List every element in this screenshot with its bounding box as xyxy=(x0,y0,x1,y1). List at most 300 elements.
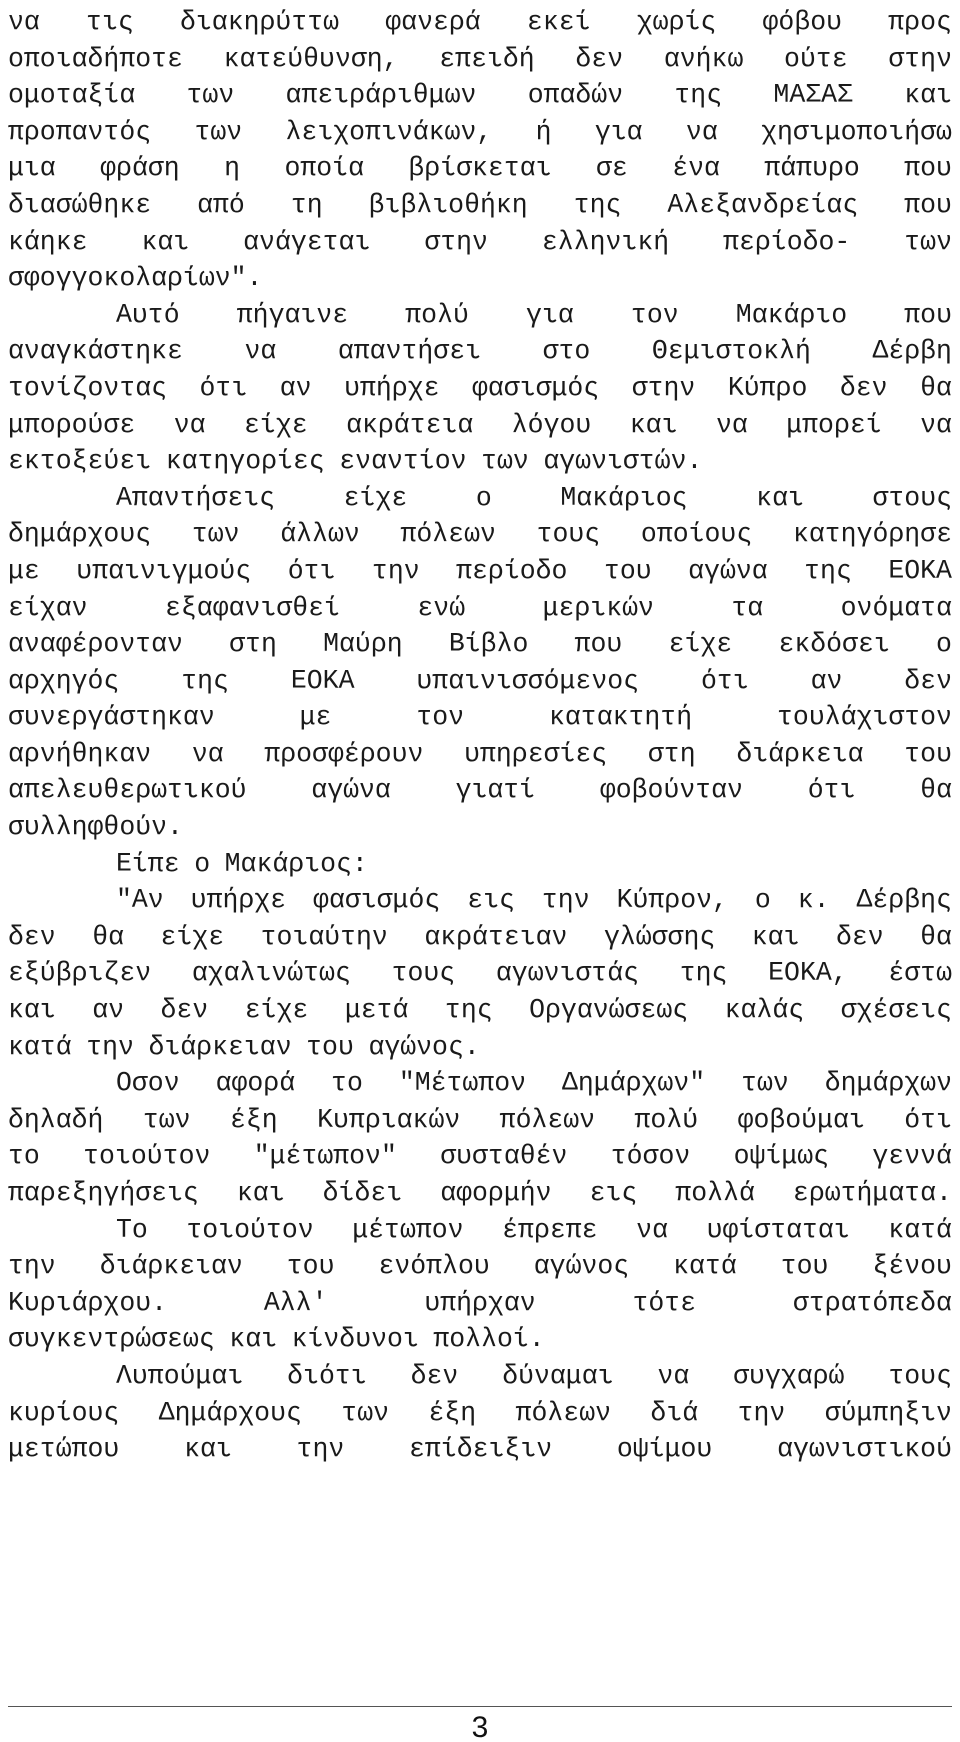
text-word: φασισμός xyxy=(313,885,441,916)
text-word: έξη xyxy=(229,1104,278,1135)
text-word: τον xyxy=(416,702,465,733)
text-word: υπαινισσόμενος xyxy=(416,665,640,696)
text-line xyxy=(8,590,952,627)
text-word: Μακάριο xyxy=(735,299,848,330)
text-word: της xyxy=(181,665,229,696)
text-word: προσφέρουν xyxy=(264,738,424,769)
text-word: να xyxy=(244,336,277,367)
text-word: διασώθηκε xyxy=(8,189,152,220)
text-word: φοβούμαι xyxy=(737,1104,865,1135)
text-word: υπαινιγμούς xyxy=(76,555,252,586)
text-word: ακράτειαν xyxy=(424,921,568,952)
text-word: Δέρβης xyxy=(856,885,952,916)
text-word: εις xyxy=(589,1178,638,1208)
text-word: πόλεων xyxy=(515,1397,611,1428)
text-line xyxy=(8,1212,952,1249)
text-word: και xyxy=(229,1324,278,1355)
text-word: υπήρχαν xyxy=(424,1287,536,1318)
text-word: δεν xyxy=(160,995,209,1026)
text-word: ενώ xyxy=(417,592,466,623)
text-word: τον xyxy=(630,299,679,330)
text-line xyxy=(8,1248,952,1285)
text-word: της xyxy=(444,995,493,1026)
text-word: αγωνιστών. xyxy=(543,446,703,477)
text-word: πάπυρο xyxy=(764,153,860,184)
text-word: αγωνιστάς xyxy=(495,958,640,989)
text-word: αφορά xyxy=(215,1068,296,1099)
text-word: γλώσσης xyxy=(603,921,716,952)
text-word: Δημάρχους xyxy=(158,1397,302,1428)
text-word: ο xyxy=(936,629,952,660)
text-word: Αυτό xyxy=(116,299,180,330)
text-line xyxy=(8,150,952,187)
text-word: τόσον xyxy=(610,1141,691,1172)
text-line xyxy=(8,77,952,114)
text-word: ότι xyxy=(700,665,749,696)
text-word: κατά xyxy=(8,1031,72,1062)
text-word: τους xyxy=(536,519,601,550)
text-line xyxy=(8,553,952,590)
text-word: στην xyxy=(631,372,696,403)
text-line xyxy=(8,480,952,517)
text-word: φοβούνταν xyxy=(599,775,743,806)
text-word: χησιμοποιήσω xyxy=(761,116,952,147)
text-word: έξη xyxy=(428,1397,477,1428)
text-word: φόβου xyxy=(762,7,843,37)
text-word: ότι xyxy=(904,1104,952,1135)
text-word: των xyxy=(191,519,240,550)
text-word: απαντήσει xyxy=(337,336,481,367)
text-word: έστω xyxy=(888,958,952,989)
text-line xyxy=(8,1431,952,1468)
text-word: τους xyxy=(888,1360,952,1391)
text-word: κίνδυνοι xyxy=(291,1324,419,1355)
text-word: ότι xyxy=(199,372,248,403)
text-word: σε xyxy=(595,153,628,184)
text-word: βιβλιοθήκη xyxy=(368,189,528,220)
text-word: του xyxy=(286,1251,335,1282)
text-word: κυρίους xyxy=(8,1397,120,1428)
text-word: θα xyxy=(920,775,952,806)
text-word: και xyxy=(756,482,804,513)
text-word: μέτωπον xyxy=(352,1214,464,1245)
text-line xyxy=(8,1358,952,1395)
text-word: ερωτήματα. xyxy=(792,1178,952,1208)
text-word: πολύ xyxy=(634,1104,699,1135)
text-word: δεν xyxy=(410,1360,459,1391)
text-word: ανήκω xyxy=(663,43,744,74)
text-word: οψίμου xyxy=(616,1434,713,1465)
text-word: δύναμαι xyxy=(502,1360,614,1391)
text-word: δίδει xyxy=(322,1178,403,1208)
text-word: να xyxy=(920,409,952,440)
text-line xyxy=(8,736,952,773)
text-word: χωρίς xyxy=(636,7,717,37)
text-word: περίοδο- xyxy=(723,226,851,257)
text-line xyxy=(8,846,952,883)
text-line xyxy=(8,260,952,297)
text-word: της xyxy=(573,189,622,220)
text-word: Θεμιστοκλή xyxy=(651,336,811,367)
text-word: σχέσεις xyxy=(840,995,952,1026)
text-line xyxy=(8,4,952,41)
text-word: ανάγεται xyxy=(243,226,371,257)
text-word: την xyxy=(737,1397,786,1428)
text-word: αρχηγός xyxy=(8,665,120,696)
text-line xyxy=(8,187,952,224)
text-word: της xyxy=(674,80,723,111)
text-line xyxy=(8,297,952,334)
text-word: των xyxy=(341,1397,390,1428)
text-word: ένα xyxy=(672,153,720,184)
text-word: πολλοί. xyxy=(433,1324,545,1355)
text-word: αν xyxy=(810,665,843,696)
text-word: στην xyxy=(888,43,952,74)
text-word: δημάρχων xyxy=(824,1068,952,1099)
text-word: συγχαρώ xyxy=(733,1360,845,1391)
text-word: εκδόσει xyxy=(778,629,890,660)
text-word: προς xyxy=(888,7,952,37)
text-word: τους xyxy=(391,958,456,989)
text-word: Οργανώσεως xyxy=(529,995,689,1026)
text-word: λόγου xyxy=(511,409,592,440)
text-word: των xyxy=(904,226,952,257)
text-word: κατά xyxy=(673,1251,737,1282)
text-word: αν xyxy=(92,995,125,1026)
text-word: τονίζοντας xyxy=(8,372,168,403)
text-word: οποίους xyxy=(640,519,753,550)
text-word: για xyxy=(594,116,643,147)
text-word: στους xyxy=(872,482,952,513)
text-word: ότι xyxy=(287,555,336,586)
text-word: πολύ xyxy=(405,299,469,330)
text-word: τις xyxy=(86,7,134,37)
text-line xyxy=(8,41,952,78)
text-word: Κυπριακών xyxy=(317,1104,461,1135)
text-word: της xyxy=(679,958,728,989)
text-word: συγκεντρώσεως xyxy=(8,1324,215,1355)
text-word: να xyxy=(636,1214,668,1245)
text-line xyxy=(8,370,952,407)
text-word: του xyxy=(780,1251,829,1282)
text-word: των xyxy=(481,446,529,477)
text-word: περίοδο xyxy=(456,555,568,586)
text-word: του xyxy=(603,555,652,586)
text-word: απελευθερωτικού xyxy=(8,775,247,806)
text-line xyxy=(8,443,952,480)
text-word: οψίμως xyxy=(733,1141,830,1172)
text-word: κατηγορίες xyxy=(165,446,325,477)
text-word: και xyxy=(236,1178,285,1208)
text-word: αν xyxy=(279,372,312,403)
text-word: αναφέρονταν xyxy=(8,629,183,660)
text-word: τότε xyxy=(632,1287,697,1318)
text-word: διότι xyxy=(287,1360,367,1391)
text-word: ο xyxy=(475,482,492,513)
text-word: να xyxy=(715,409,748,440)
text-word: διακηρύττω xyxy=(180,7,340,37)
text-word: ΕΟΚΑ xyxy=(290,665,355,696)
text-line xyxy=(8,626,952,663)
text-line xyxy=(8,333,952,370)
document-page xyxy=(8,0,952,1468)
text-word: Κύπρο xyxy=(727,372,808,403)
text-word: δεν xyxy=(575,43,624,74)
text-word: αγώνος. xyxy=(368,1031,480,1062)
text-word: συσταθέν xyxy=(440,1141,568,1172)
text-word: Είπε xyxy=(116,848,180,879)
text-word: Δημάρχων" xyxy=(562,1068,706,1099)
text-word: τη xyxy=(290,189,323,220)
text-word: ότι xyxy=(807,775,856,806)
page-footer xyxy=(8,1709,952,1742)
text-word: δεν xyxy=(839,372,888,403)
text-word: θα xyxy=(920,921,952,952)
text-word: διάρκειαν xyxy=(148,1031,292,1062)
text-word: "Μέτωπον xyxy=(398,1068,527,1099)
text-word: φράση xyxy=(100,153,180,184)
text-word: άλλων xyxy=(280,519,360,550)
text-word: κατηγόρησε xyxy=(792,519,952,550)
text-word: η xyxy=(224,153,241,184)
text-word: μετά xyxy=(344,995,409,1026)
text-word: δεν xyxy=(835,921,884,952)
text-word: επειδή xyxy=(439,43,535,74)
text-word: φανερά xyxy=(385,7,481,37)
document-body xyxy=(8,4,952,1468)
text-word: εναντίον xyxy=(339,446,467,477)
text-word: μπορούσε xyxy=(8,409,136,440)
text-word: τοιαύτην xyxy=(260,921,388,952)
text-word: ομοταξία xyxy=(8,80,136,111)
text-word: ούτε xyxy=(784,43,848,74)
text-word: επίδειξιν xyxy=(409,1434,553,1465)
text-word: κατεύθυνση, xyxy=(223,43,399,74)
text-word: προπαντός xyxy=(8,116,152,147)
text-word: διάρκεια xyxy=(736,738,864,769)
text-word: υπηρεσίες xyxy=(464,738,608,769)
text-word: για xyxy=(526,299,574,330)
text-word: διά xyxy=(650,1397,699,1428)
text-word: υπήρχε xyxy=(190,885,287,916)
text-word: διάρκειαν xyxy=(99,1251,243,1282)
text-word: του xyxy=(904,738,952,769)
text-word: της xyxy=(804,555,852,586)
text-word: Κυριάρχου. xyxy=(8,1287,168,1318)
text-line xyxy=(8,224,952,261)
text-word: του xyxy=(306,1031,354,1062)
text-word: την xyxy=(296,1434,345,1465)
text-word: στο xyxy=(542,336,591,367)
text-word: σύμπηξιν xyxy=(824,1397,952,1428)
text-word: Μαύρη xyxy=(323,629,403,660)
text-word: ακράτεια xyxy=(346,409,474,440)
text-word: πόλεων xyxy=(400,519,496,550)
text-word: που xyxy=(904,189,952,220)
text-word: στη xyxy=(647,738,696,769)
text-word: οποία xyxy=(284,153,364,184)
text-word: υπήρχε xyxy=(344,372,440,403)
text-word: σφογγοκολαρίων". xyxy=(8,263,263,294)
text-word: κατά xyxy=(888,1214,952,1245)
text-line xyxy=(8,992,952,1029)
text-word: ενόπλου xyxy=(378,1251,490,1282)
text-word: "μέτωπον" xyxy=(253,1141,397,1172)
text-word: συνεργάστηκαν xyxy=(8,702,215,733)
text-word: θα xyxy=(92,921,125,952)
text-word: των xyxy=(741,1068,789,1099)
text-word: στην xyxy=(424,226,488,257)
text-word: Αλλ' xyxy=(263,1287,328,1318)
text-word: μετώπου xyxy=(8,1434,120,1465)
text-word: εξαφανισθεί xyxy=(164,592,340,623)
text-word: ΕΟΚΑ, xyxy=(768,958,848,989)
text-word: πολλά xyxy=(675,1178,755,1208)
text-word: ελληνική xyxy=(541,226,670,257)
text-line xyxy=(8,772,952,809)
text-word: και xyxy=(751,921,800,952)
text-word: είχε xyxy=(343,482,408,513)
text-word: Μακάριος: xyxy=(224,848,368,879)
text-word: τουλάχιστον xyxy=(777,702,952,733)
text-word: τα xyxy=(731,592,764,623)
text-word: Λυπούμαι xyxy=(116,1360,244,1391)
text-word: ΕΟΚΑ xyxy=(888,555,952,586)
text-word: την xyxy=(8,1251,56,1282)
text-word: Οσον xyxy=(116,1068,180,1099)
text-word: καλάς xyxy=(724,995,805,1026)
text-word: οπαδών xyxy=(527,80,624,111)
text-word: και xyxy=(184,1434,232,1465)
text-line xyxy=(8,919,952,956)
text-word: των xyxy=(186,80,235,111)
text-word: παρεξηγήσεις xyxy=(8,1178,199,1208)
text-word: το xyxy=(331,1068,363,1099)
text-word: αφορμήν xyxy=(440,1178,552,1208)
text-word: να xyxy=(8,7,40,37)
text-word: Απαντήσεις xyxy=(116,482,276,513)
text-word: που xyxy=(904,153,952,184)
text-word: είχε xyxy=(243,409,308,440)
text-word: το xyxy=(8,1141,40,1172)
text-word: να xyxy=(191,738,224,769)
text-word: εις xyxy=(467,885,515,916)
text-word: οποιαδήποτε xyxy=(8,43,183,74)
text-line xyxy=(8,663,952,700)
text-word: εξύβριζεν xyxy=(8,958,152,989)
text-word: δηλαδή xyxy=(8,1104,104,1135)
text-word: Κύπρον, xyxy=(616,885,728,916)
text-word: την xyxy=(86,1031,134,1062)
text-word: με xyxy=(299,702,332,733)
text-word: την xyxy=(541,885,590,916)
text-word: μια xyxy=(8,153,56,184)
text-word: ονόματα xyxy=(840,592,952,623)
text-word: Βίβλο xyxy=(448,629,529,660)
text-word: τοιούτον xyxy=(83,1141,211,1172)
text-word: θα xyxy=(920,372,952,403)
text-line xyxy=(8,1138,952,1175)
text-word: γεννά xyxy=(872,1141,952,1172)
text-word: γιατί xyxy=(455,775,536,806)
page-number: 3 xyxy=(471,1711,489,1742)
text-line xyxy=(8,1102,952,1139)
text-word: ή xyxy=(535,116,552,147)
text-word: είχε xyxy=(244,995,309,1026)
text-word: υφίσταται xyxy=(706,1214,850,1245)
text-word: λειχοπινάκων, xyxy=(285,116,493,147)
text-word: φασισμός xyxy=(471,372,600,403)
text-word: αναγκάστηκε xyxy=(8,336,183,367)
text-word: κατακτητή xyxy=(548,702,693,733)
text-line xyxy=(8,1321,952,1358)
text-word: την xyxy=(371,555,420,586)
text-word: Μακάριος xyxy=(560,482,688,513)
text-word: από xyxy=(197,189,245,220)
text-word: να xyxy=(173,409,206,440)
text-word: με xyxy=(8,555,40,586)
text-line xyxy=(8,1395,952,1432)
text-word: ο xyxy=(194,848,211,879)
text-word: είχαν xyxy=(8,592,88,623)
text-word: και xyxy=(141,226,190,257)
text-word: απειράριθμων xyxy=(285,80,477,111)
text-word: δεν xyxy=(8,921,56,952)
text-line xyxy=(8,882,952,919)
text-word: αγώνα xyxy=(688,555,768,586)
text-word: εκεί xyxy=(526,7,591,37)
text-word: να xyxy=(657,1360,690,1391)
text-word: δημάρχους xyxy=(8,519,152,550)
text-word: εκτοξεύει xyxy=(8,446,152,477)
text-word: στρατόπεδα xyxy=(792,1287,952,1318)
text-word: ΜΑΣΑΣ xyxy=(773,80,853,111)
text-word: αρνήθηκαν xyxy=(8,738,152,769)
text-word: ξένου xyxy=(872,1251,952,1282)
text-line xyxy=(8,1065,952,1102)
text-line xyxy=(8,407,952,444)
text-word: Το xyxy=(116,1214,148,1245)
text-word: μερικών xyxy=(542,592,654,623)
text-line xyxy=(8,1029,952,1066)
text-line xyxy=(8,699,952,736)
text-word: αχαλινώτως xyxy=(191,958,351,989)
text-word: και xyxy=(904,80,952,111)
text-word: των xyxy=(194,116,243,147)
text-word: των xyxy=(142,1104,191,1135)
text-line xyxy=(8,516,952,553)
text-word: ο xyxy=(754,885,771,916)
text-word: κ. xyxy=(797,885,830,916)
text-word: Δέρβη xyxy=(872,336,952,367)
text-word: συλληφθούν. xyxy=(8,812,183,843)
text-word: κάηκε xyxy=(8,226,88,257)
text-line xyxy=(8,114,952,151)
text-word: "Αν xyxy=(116,885,164,916)
text-word: πόλεων xyxy=(499,1104,596,1135)
text-word: αγώνος xyxy=(533,1251,630,1282)
text-word: Αλεξανδρείας xyxy=(667,189,859,220)
footer-divider xyxy=(8,1706,952,1707)
text-word: βρίσκεται xyxy=(408,153,552,184)
text-line xyxy=(8,809,952,846)
text-word: να xyxy=(685,116,718,147)
text-word: είχε xyxy=(668,629,733,660)
text-word: και xyxy=(8,995,56,1026)
text-word: που xyxy=(904,299,952,330)
text-word: και xyxy=(629,409,678,440)
text-word: στη xyxy=(229,629,277,660)
